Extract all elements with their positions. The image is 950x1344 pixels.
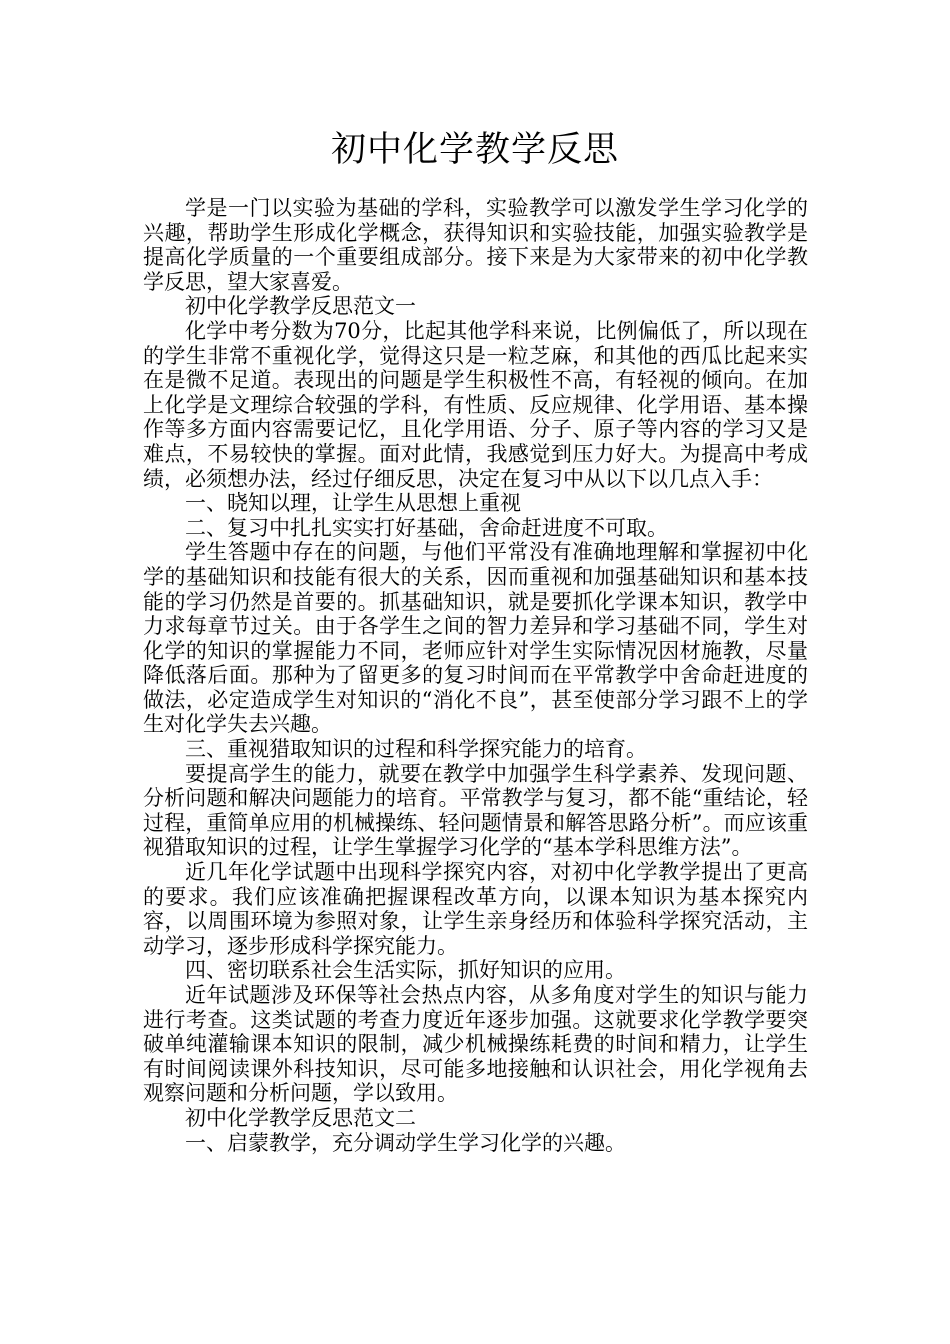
paragraph-background: 化学中考分数为70分，比起其他学科来说，比例偏低了，所以现在的学生非常不重视化学，觉得这只是一粒芝麻，和其他的西瓜比起来实在是微不足道。表现出的问题是学生积极性不高，有轻视的倾向。在加上化学是文理综合较强的学科，有性质、反应规律、化学用语、基本操作等多方面内容需要记忆，且化学用语、分子、原子等内容的学习又是难点，不易较快的掌握。面对此情，我感觉到压力好大。为提高中考成绩，必须想办法，经过仔细反思，决定在复习中从以下以几点入手： bbox=[143, 318, 808, 491]
paragraph-basics: 学生答题中存在的问题，与他们平常没有准确地理解和掌握初中化学的基础知识和技能有很大的关系，因而重视和加强基础知识和基本技能的学习仍然是首要的。抓基础知识，就是要抓化学课本知识，教学中力求每章节过关。由于各学生之间的智力差异和学习基础不同，学生对化学的知识的掌握能力不同，老师应针对学生实际情况因材施教，尽量降低落后面。那种为了留更多的复习时间而在平常教学中舍命赶进度的做法，必定造成学生对知识的“消化不良”，甚至使部分学习跟不上的学生对化学失去兴趣。 bbox=[143, 540, 808, 737]
paragraph-intro: 学是一门以实验为基础的学科，实验教学可以激发学生学习化学的兴趣，帮助学生形成化学概念，获得知识和实验技能，加强实验教学是提高化学质量的一个重要组成部分。接下来是为大家带来的初中化学教学反思，望大家喜爱。 bbox=[143, 196, 808, 294]
page-title: 初中化学教学反思 bbox=[330, 130, 619, 170]
section-heading-example-one: 初中化学教学反思范文一 bbox=[185, 294, 416, 319]
point-heading-enlightenment: 一、启蒙教学，充分调动学生学习化学的兴趣。 bbox=[185, 1130, 626, 1155]
paragraph-inquiry: 近几年化学试题中出现科学探究内容，对初中化学教学提出了更高的要求。我们应该准确把握课程改革方向，以课本知识为基本探究内容，以周围环境为参照对象，让学生亲身经历和体验科学探究活动，主动学习，逐步形成科学探究能力。 bbox=[143, 860, 808, 958]
paragraph-abilities: 要提高学生的能力，就要在教学中加强学生科学素养、发现问题、分析问题和解决问题能力的培育。平常教学与复习，都不能“重结论，轻过程，重简单应用的机械操练、轻问题情景和解答思路分析”。而应该重视猎取知识的过程，让学生掌握学习化学的“基本学科思维方法”。 bbox=[143, 761, 808, 860]
point-heading-4: 四、密切联系社会生活实际，抓好知识的应用。 bbox=[185, 958, 626, 983]
section-heading-example-two: 初中化学教学反思范文二 bbox=[185, 1105, 416, 1130]
point-heading-2: 二、复习中扎扎实实打好基础，舍命赶进度不可取。 bbox=[185, 515, 668, 540]
point-heading-3: 三、重视猎取知识的过程和科学探究能力的培育。 bbox=[185, 737, 647, 762]
point-heading-1: 一、晓知以理，让学生从思想上重视 bbox=[185, 491, 521, 516]
article-body bbox=[143, 196, 808, 1155]
paragraph-application: 近年试题涉及环保等社会热点内容，从多角度对学生的知识与能力进行考查。这类试题的考查力度近年逐步加强。这就要求化学教学要突破单纯灌输课本知识的限制，减少机械操练耗费的时间和精力，让学生有时间阅读课外科技知识，尽可能多地接触和认识社会，用化学视角去观察问题和分析问题，学以致用。 bbox=[143, 983, 808, 1106]
